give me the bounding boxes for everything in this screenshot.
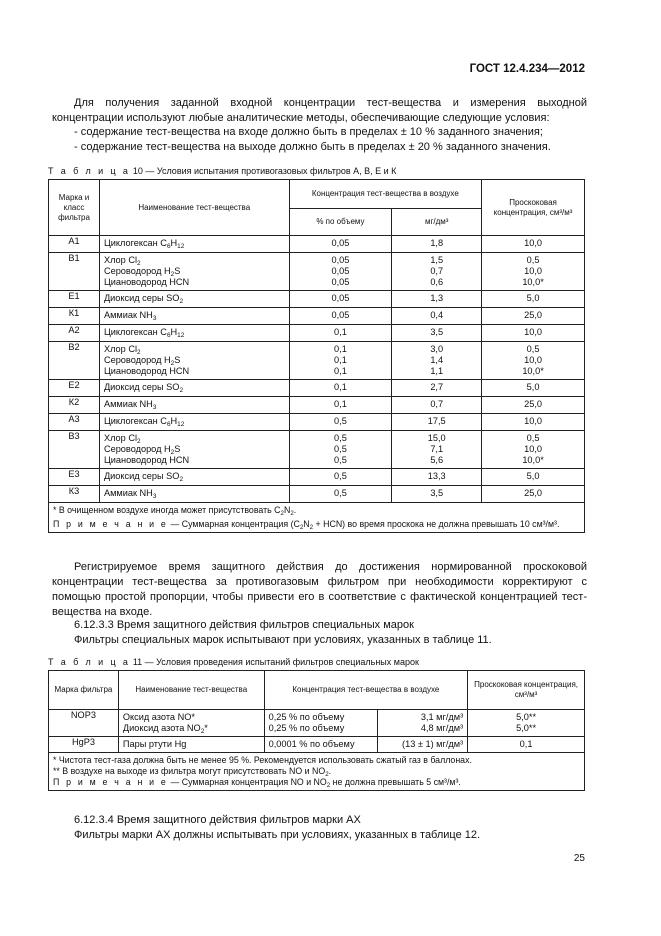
row-substance-line: Аммиак $NH_3$ <box>103 399 157 411</box>
row-breakthrough-line: 5,0 <box>526 382 540 392</box>
t11-head-conc: Концентрация тест-вещества в воздухе <box>264 671 468 710</box>
row-vol-line: 0,5 <box>334 455 347 465</box>
row-vol-line: 0,5 <box>334 433 347 443</box>
row-mg <box>378 737 468 753</box>
table11-caption-text: 11 — Условия проведения испытаний фильтров специальных марок <box>132 657 419 667</box>
t11-head-breakthrough: Проскоковая концентрация, см³/м³ <box>468 671 585 710</box>
row-mg <box>392 253 482 291</box>
row-mg-line: 1,5 <box>430 255 444 265</box>
section-6-12-3-3-text: Фильтры специальных марок испытывают при условиях, указанных в таблице 11. <box>74 634 492 646</box>
row-mg-line: 0,7 <box>430 266 444 276</box>
row-breakthrough-line: 10,0 <box>524 266 542 276</box>
row-substance <box>118 737 264 753</box>
table-row <box>49 414 585 431</box>
t11-footnote-1: * Чистота тест-газа должна быть не менее 95 %. Рекомендуется использовать сжатый газ в баллонах. <box>53 755 472 765</box>
row-breakthrough <box>482 308 585 325</box>
row-breakthrough <box>482 291 585 308</box>
row-substance-line: Аммиак $NH_3$ <box>103 310 157 322</box>
row-mg-line: 1,3 <box>430 293 444 303</box>
t11-head-mark: Марка фильтра <box>49 671 119 710</box>
page-number: 25 <box>573 853 585 864</box>
row-substance <box>118 710 264 737</box>
row-mg-line: 0,7 <box>430 399 444 409</box>
row-mg-line: 2,7 <box>430 382 444 392</box>
t10-head-mg: мг/дм³ <box>392 209 482 236</box>
row-mg-line: 17,5 <box>427 416 446 426</box>
row-mark: А3 <box>49 414 100 431</box>
row-vol <box>289 431 392 469</box>
row-mark: HgP3 <box>49 737 119 753</box>
section-6-12-3-3-heading: 6.12.3.3 Время защитного действия фильтров специальных марок <box>74 619 414 631</box>
row-breakthrough-line: 25,0 <box>524 488 542 498</box>
table10-caption <box>48 166 396 176</box>
row-mg-line: 0,4 <box>430 310 444 320</box>
row-breakthrough-line: 10,0 <box>524 238 542 248</box>
table-row <box>49 342 585 380</box>
row-breakthrough-line: 5,0 <box>526 471 540 481</box>
row-vol <box>289 397 392 414</box>
table-row <box>49 236 585 253</box>
table-row <box>49 710 585 737</box>
row-vol-line: 0,1 <box>334 327 347 337</box>
row-breakthrough-line: 25,0 <box>524 399 542 409</box>
row-breakthrough-line: 0,5 <box>526 255 540 265</box>
row-breakthrough <box>482 397 585 414</box>
row-breakthrough-line: 10,0 <box>524 444 542 454</box>
document-header: ГОСТ 12.4.234—2012 <box>469 63 585 75</box>
row-vol <box>289 414 392 431</box>
row-vol <box>289 308 392 325</box>
row-vol-line: 0,5 <box>334 471 347 481</box>
t10-head-mark: Марка и класс фильтра <box>49 180 100 236</box>
t10-note-prefix: П р и м е ч а н и е <box>53 519 169 529</box>
row-mark: А2 <box>49 325 100 342</box>
row-breakthrough <box>482 486 585 503</box>
row-vol-line: 0,0001 % по объему <box>268 739 355 749</box>
row-vol-line: 0,05 <box>331 277 350 287</box>
row-vol-line: 0,25 % по объему <box>268 723 345 733</box>
row-mg <box>392 325 482 342</box>
row-vol <box>264 737 378 753</box>
row-mg-line: 3,1 мг/дм³ <box>420 712 464 722</box>
row-mg-line: 1,8 <box>430 238 444 248</box>
row-vol <box>289 469 392 486</box>
row-vol <box>289 342 392 380</box>
table10-caption-prefix: Т а б л и ц а <box>48 166 131 176</box>
row-breakthrough <box>482 380 585 397</box>
row-mg <box>392 308 482 325</box>
row-vol-line: 0,5 <box>334 488 347 498</box>
row-breakthrough-line: 10,0 <box>524 416 542 426</box>
row-mark: К1 <box>49 308 100 325</box>
row-breakthrough-line: 5,0** <box>516 723 537 733</box>
row-substance <box>99 342 289 380</box>
row-breakthrough-line: 10,0 <box>524 355 542 365</box>
t10-head-name: Наименование тест-вещества <box>99 180 289 236</box>
table-row <box>49 380 585 397</box>
section-6-12-3-4-text: Фильтры марки АХ должны испытывать при условиях, указанных в таблице 12. <box>74 829 481 841</box>
row-substance-line: Диоксид серы $SO_2$ <box>103 471 184 483</box>
row-breakthrough-line: 25,0 <box>524 310 542 320</box>
row-vol-line: 0,05 <box>331 310 350 320</box>
row-mg <box>392 431 482 469</box>
row-vol-line: 0,1 <box>334 382 347 392</box>
row-mg-line: 0,6 <box>430 277 444 287</box>
row-vol <box>289 253 392 291</box>
row-mg-line: 3,5 <box>430 488 444 498</box>
row-vol <box>289 291 392 308</box>
row-substance-line: Циклогексан $C_6H_{12}$ <box>103 327 185 339</box>
table-row <box>49 325 585 342</box>
row-vol-line: 0,05 <box>331 255 350 265</box>
table10-caption-text: 10 — Условия испытания противогазовых фильтров А, В, Е и К <box>132 166 397 176</box>
row-breakthrough-line: 5,0 <box>526 293 540 303</box>
row-substance <box>99 414 289 431</box>
row-substance-line: Диоксид серы $SO_2$ <box>103 382 184 394</box>
row-mg <box>392 291 482 308</box>
table-11 <box>48 670 585 791</box>
row-breakthrough <box>468 737 585 753</box>
row-vol-line: 0,1 <box>334 366 347 376</box>
row-mark: К3 <box>49 486 100 503</box>
table11-caption-prefix: Т а б л и ц а <box>48 657 131 667</box>
row-mark: Е2 <box>49 380 100 397</box>
row-breakthrough <box>482 342 585 380</box>
row-substance <box>99 469 289 486</box>
row-breakthrough <box>482 236 585 253</box>
row-substance-line: Хлор $Cl_2$ <box>103 344 141 356</box>
row-substance-line: Циановодород HCN <box>103 277 190 287</box>
row-substance-line: Хлор $Cl_2$ <box>103 255 141 267</box>
t10-note <box>53 519 580 530</box>
row-mark: В1 <box>49 253 100 291</box>
row-breakthrough <box>482 469 585 486</box>
row-mark: К2 <box>49 397 100 414</box>
t11-footnote-2: ** В воздухе на выходе из фильтра могут присутствовать NO и $NO_2$. <box>53 766 332 778</box>
row-vol-line: 0,5 <box>334 444 347 454</box>
table-row <box>49 486 585 503</box>
row-mg <box>392 486 482 503</box>
row-mark: NOP3 <box>49 710 119 737</box>
row-mark: В3 <box>49 431 100 469</box>
row-vol-line: 0,1 <box>334 355 347 365</box>
row-vol-line: 0,1 <box>334 344 347 354</box>
row-breakthrough-line: 10,0* <box>522 455 544 465</box>
t11-notes <box>49 753 585 791</box>
row-breakthrough <box>482 325 585 342</box>
row-breakthrough-line: 5,0** <box>516 712 537 722</box>
table-row <box>49 469 585 486</box>
row-mg <box>392 342 482 380</box>
row-substance-line: Диоксид серы $SO_2$ <box>103 293 184 305</box>
t11-note <box>53 777 580 788</box>
t11-body <box>49 710 585 753</box>
row-vol-line: 0,05 <box>331 238 350 248</box>
row-breakthrough <box>482 253 585 291</box>
row-mg <box>392 380 482 397</box>
row-mg-line: 15,0 <box>427 433 446 443</box>
row-substance-line: Циановодород HCN <box>103 455 190 465</box>
row-vol <box>289 380 392 397</box>
row-mg-line: 7,1 <box>430 444 444 454</box>
t10-head-breakthrough: Проскоковая концентрация, см³/м³ <box>482 180 585 236</box>
row-substance-line: Сероводород $H_2S$ <box>103 266 181 278</box>
row-mg-line: 1,1 <box>430 366 444 376</box>
row-substance-line: Циклогексан $C_6H_{12}$ <box>103 238 185 250</box>
row-vol <box>264 710 378 737</box>
row-mark: В2 <box>49 342 100 380</box>
row-substance-line: Аммиак $NH_3$ <box>103 488 157 500</box>
table-row <box>49 253 585 291</box>
row-vol-line: 0,1 <box>334 399 347 409</box>
t10-head-conc: Концентрация тест-вещества в воздухе <box>289 180 482 209</box>
row-mg <box>378 710 468 737</box>
row-substance <box>99 486 289 503</box>
row-substance <box>99 431 289 469</box>
t10-body <box>49 236 585 503</box>
row-substance <box>99 253 289 291</box>
row-substance <box>99 308 289 325</box>
t10-head-vol: % по объему <box>289 209 392 236</box>
row-substance <box>99 291 289 308</box>
row-vol <box>289 236 392 253</box>
row-mg <box>392 397 482 414</box>
row-vol-line: 0,05 <box>331 293 350 303</box>
row-substance <box>99 380 289 397</box>
row-substance-line: Оксид азота NO* <box>122 712 195 722</box>
row-substance-line: Сероводород $H_2S$ <box>103 355 181 367</box>
table-10 <box>48 179 585 533</box>
row-breakthrough <box>468 710 585 737</box>
table-row <box>49 431 585 469</box>
row-vol-line: 0,5 <box>334 416 347 426</box>
table-row <box>49 308 585 325</box>
t11-note-text: — Суммарная концентрация NO и $NO_2$ не должна превышать 5 см³/м³. <box>170 777 461 789</box>
t10-footnote: * В очищенном воздухе иногда может присутствовать $C_2N_2$. <box>53 505 297 517</box>
row-breakthrough-line: 0,5 <box>526 344 540 354</box>
row-mg-line: (13 ± 1) мг/дм³ <box>402 739 464 749</box>
section-6-12-3-4-heading: 6.12.3.4 Время защитного действия фильтров марки АХ <box>74 814 361 826</box>
row-vol-line: 0,05 <box>331 266 350 276</box>
row-mg-line: 4,8 мг/дм³ <box>420 723 464 733</box>
row-mg <box>392 414 482 431</box>
row-mg-line: 3,0 <box>430 344 444 354</box>
t10-notes <box>49 503 585 533</box>
table-row <box>49 291 585 308</box>
table11-caption <box>48 657 419 667</box>
row-substance-line: Диоксид азота $NO_2*$ <box>122 723 208 735</box>
row-mg-line: 5,6 <box>430 455 444 465</box>
correction-paragraph: Регистрируемое время защитного действия до достижения нормированной проскоковой концентрации тест-вещества за противогазовым фильтром при необходимости корректируют с помощью простой пропорции, чтобы привести его в соответствие с фактической концентрацией тест-вещества на входе. <box>52 561 587 618</box>
row-mg <box>392 236 482 253</box>
row-substance <box>99 325 289 342</box>
row-mg-line: 3,5 <box>430 327 444 337</box>
row-substance-line: Циановодород HCN <box>103 366 190 376</box>
table-row <box>49 737 585 753</box>
row-substance-line: Сероводород $H_2S$ <box>103 444 181 456</box>
row-substance-line: Пары ртути Hg <box>122 739 187 749</box>
t11-head-name: Наименование тест-вещества <box>118 671 264 710</box>
row-mark: А1 <box>49 236 100 253</box>
intro-paragraph: Для получения заданной входной концентрации тест-вещества и измерения выходной концентрации используют любые аналитические методы, обеспечивающие следующие условия: <box>52 97 587 124</box>
row-breakthrough <box>482 414 585 431</box>
row-breakthrough-line: 10,0* <box>522 366 544 376</box>
row-substance <box>99 397 289 414</box>
intro-bullet-input: - содержание тест-вещества на входе должно быть в пределах ± 10 % заданного значения; <box>74 126 543 138</box>
table-row <box>49 397 585 414</box>
row-mark: Е3 <box>49 469 100 486</box>
row-breakthrough-line: 0,1 <box>519 739 533 749</box>
row-substance <box>99 236 289 253</box>
row-substance-line: Циклогексан $C_6H_{12}$ <box>103 416 185 428</box>
intro-bullet-output: - содержание тест-вещества на выходе должно быть в пределах ± 20 % заданного значения. <box>74 141 551 153</box>
row-mg <box>392 469 482 486</box>
t11-note-prefix: П р и м е ч а н и е <box>53 777 169 787</box>
row-mg-line: 1,4 <box>430 355 444 365</box>
row-breakthrough-line: 10,0 <box>524 327 542 337</box>
row-vol <box>289 325 392 342</box>
row-mark: Е1 <box>49 291 100 308</box>
row-mg-line: 13,3 <box>427 471 446 481</box>
row-vol <box>289 486 392 503</box>
row-breakthrough <box>482 431 585 469</box>
row-breakthrough-line: 10,0* <box>522 277 544 287</box>
row-substance-line: Хлор $Cl_2$ <box>103 433 141 445</box>
row-vol-line: 0,25 % по объему <box>268 712 345 722</box>
row-breakthrough-line: 0,5 <box>526 433 540 443</box>
t10-note-text: — Суммарная концентрация $(C_2N_2 + HCN)$ во время проскока не должна превышать 10 см³/м³. <box>170 519 560 531</box>
